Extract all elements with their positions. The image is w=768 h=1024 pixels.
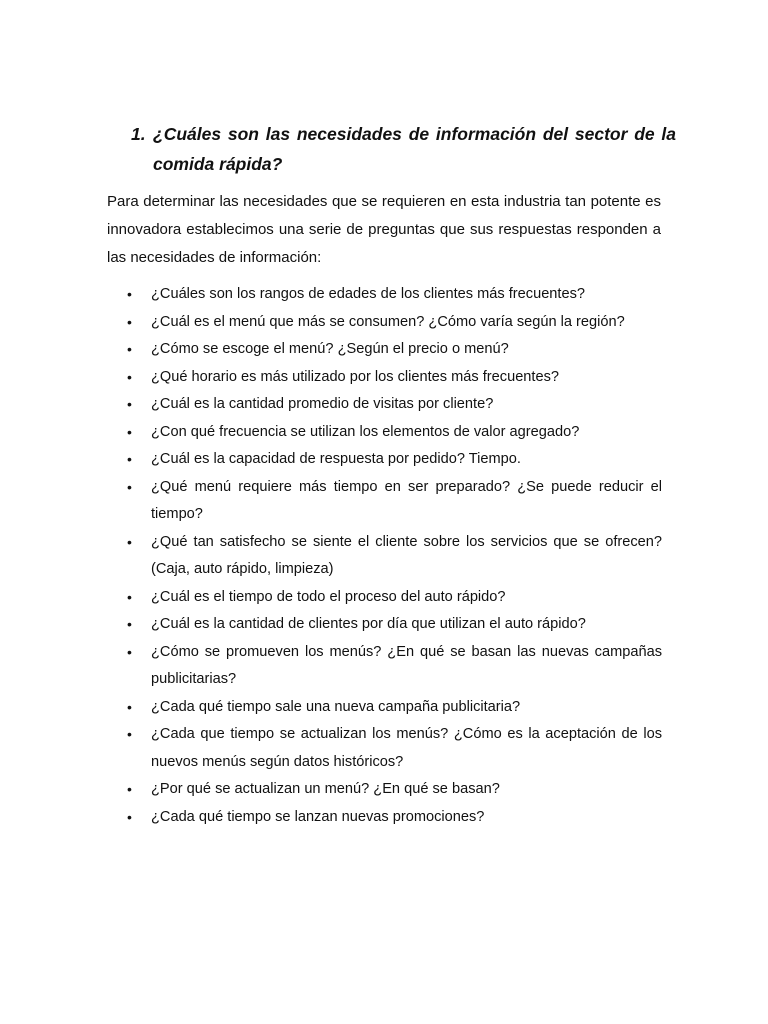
question-text: ¿Cómo se escoge el menú? ¿Según el precio o menú? (151, 341, 509, 357)
bullet-icon: • (127, 478, 132, 495)
list-item (127, 309, 662, 337)
bullet-icon: • (127, 726, 132, 742)
list-item (127, 391, 662, 419)
bullet-icon: • (127, 451, 132, 467)
list-item (127, 474, 662, 529)
question-text: ¿Cada qué tiempo se lanzan nuevas promociones? (151, 808, 485, 825)
question-text: ¿Cuál es la cantidad de clientes por día que utilizan el auto rápido? (151, 616, 586, 632)
list-item (127, 419, 662, 447)
list-item (127, 529, 662, 584)
list-item (127, 721, 662, 776)
bullet-icon: • (127, 808, 132, 825)
question-text: ¿Qué tan satisfecho se siente el cliente sobre los servicios que se ofrecen? (Caja, auto rápido, limpieza) (151, 533, 662, 577)
question-text: ¿Cuál es la capacidad de respuesta por pedido? Tiempo. (151, 451, 521, 467)
question-list (127, 281, 662, 831)
question-text: ¿Cuál es la cantidad promedio de visitas por cliente? (151, 396, 494, 412)
heading-number: 1. (131, 124, 146, 144)
question-text: ¿Cuáles son los rangos de edades de los clientes más frecuentes? (151, 286, 586, 302)
question-text: ¿Con qué frecuencia se utilizan los elementos de valor agregado? (151, 423, 580, 440)
bullet-icon: • (127, 423, 132, 440)
bullet-icon: • (127, 286, 132, 302)
bullet-icon: • (127, 368, 132, 385)
question-text: ¿Cada que tiempo se actualizan los menús? ¿Cómo es la aceptación de los nuevos menús según datos históricos? (151, 726, 662, 770)
bullet-icon: • (127, 616, 132, 632)
question-text: ¿Cada qué tiempo sale una nueva campaña publicitaria? (151, 698, 521, 715)
bullet-icon: • (127, 396, 132, 412)
heading-text: ¿Cuáles son las necesidades de información del sector de la comida rápida? (153, 124, 676, 174)
bullet-icon: • (127, 313, 132, 330)
bullet-icon: • (127, 588, 132, 605)
list-item (127, 364, 662, 392)
list-item (127, 281, 662, 309)
intro-paragraph: Para determinar las necesidades que se requieren en esta industria tan potente es innovadora establecimos una serie de preguntas que sus respuestas responden a las necesidades de información: (107, 193, 661, 266)
bullet-icon: • (127, 533, 132, 550)
question-text: ¿Cuál es el tiempo de todo el proceso del auto rápido? (151, 588, 506, 605)
question-text: ¿Por qué se actualizan un menú? ¿En qué se basan? (151, 781, 500, 797)
question-text: ¿Qué horario es más utilizado por los clientes más frecuentes? (151, 368, 560, 385)
question-text: ¿Cómo se promueven los menús? ¿En qué se basan las nuevas campañas publicitarias? (151, 643, 662, 687)
list-item (127, 639, 662, 694)
bullet-icon: • (127, 698, 132, 715)
list-item (127, 584, 662, 612)
question-text: ¿Qué menú requiere más tiempo en ser preparado? ¿Se puede reducir el tiempo? (151, 478, 662, 522)
bullet-icon: • (127, 341, 132, 357)
list-item (127, 694, 662, 722)
list-item (127, 776, 662, 804)
bullet-icon: • (127, 781, 132, 797)
section-heading (131, 119, 676, 179)
list-item (127, 336, 662, 364)
list-item (127, 446, 662, 474)
list-item (127, 611, 662, 639)
bullet-icon: • (127, 643, 132, 660)
question-text: ¿Cuál es el menú que más se consumen? ¿Cómo varía según la región? (151, 313, 625, 330)
list-item (127, 804, 662, 832)
